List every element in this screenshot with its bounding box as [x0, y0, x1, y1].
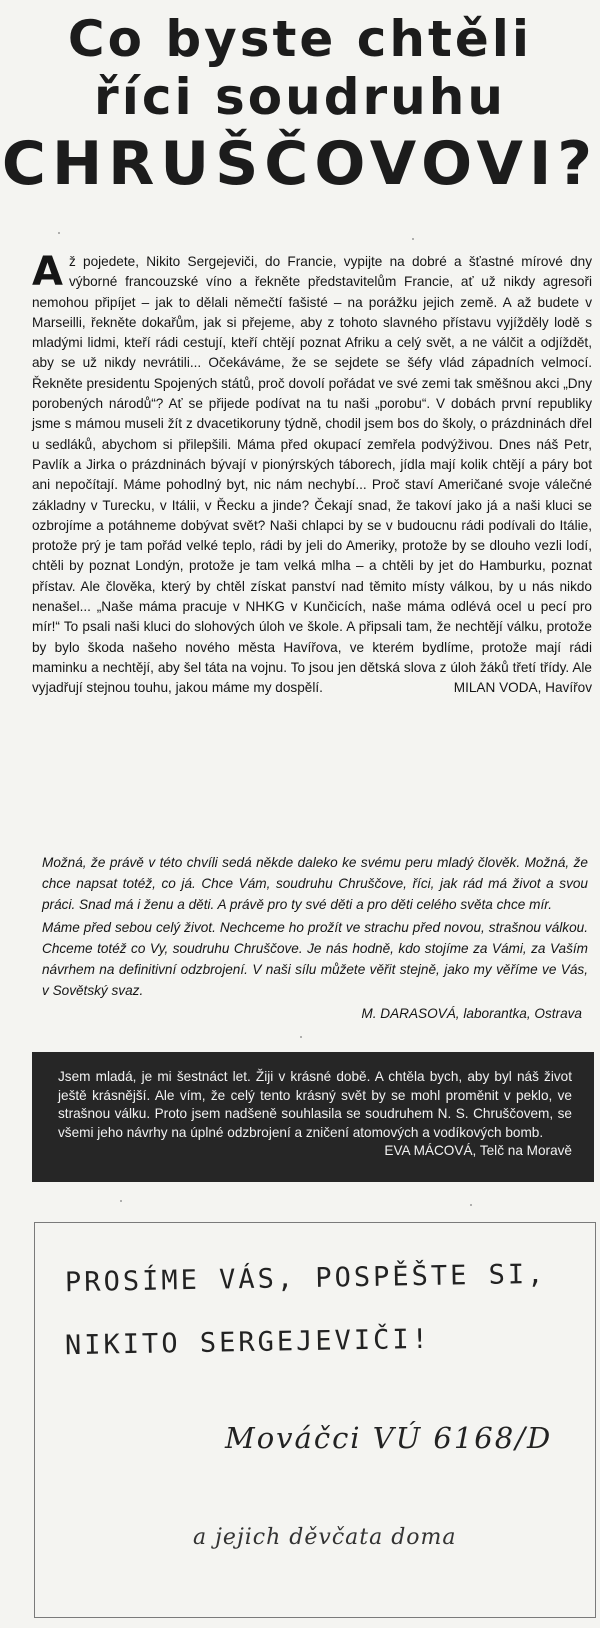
letter-signature: MILAN VODA, Havířov — [453, 680, 592, 696]
letter-body: ž pojedete, Nikito Sergejeviči, do Francie, vypijte na dobré a šťastné mírové dny výborné francouzské víno a řekněte představitelům Francie, ať už nikdy agresoři nemohou připíjet – jak to dělali němečtí fašisté – na porážku jejich země. A až budete v Marseilli, řekněte dokařům, jak si přejeme, aby z tohoto slavného přístavu vyjížděly lodě s mladými lidmi, kteří rádi cestují, kteří chtějí poznat Afriku a celý svět, a ne válčit a odjíždět, aby se už nikdy nevrátili... Očekáváme, že se sejdete se šéfy vlád západních velmocí. Řekněte presidentu Spojených států, proč dovolí pořádat ve své zemi tak směšnou akci „Dny porobených národů“? Ať se přijede podívat na tu naši „porobu“. V dobách první republiky jsme s mámou museli žít z dvacetikoruny týdně, chodil jsem bos do školy, o prázdninách dřel u sedláků, abychom si přilepšili. Máma před okupací zemřela podvýživou. Dnes náš Petr, Pavlík a Jirka o prázdninách bývají v pionýrských táborech, jídla mají kolik chtějí a páry bot ani nepočítají. Máme pohodlný byt, nic nám nechybí... Proč staví Američané svoje válečné základny v Turecku, v Itálii, v Řecku a jinde? Čekají snad, že takoví jako já a naši kluci se ozbrojíme a potáhneme dobývat svět? Naši chlapci by se v budoucnu rádi podívali do Itálie, protože prý je tam pořád velké teplo, rádi by jeli do Ameriky, protože by se dlouho vezli lodí, chtěli by poznat Londýn, protože je tam velká mlha – a chtěli by jet do Hamburku, poznat přístav. Ale člověka, který by chtěl získat panství nad těmito místy válkou, by u nás nikdo nenašel... „Naše máma pracuje v NHKG v Kunčicích, naše máma odlévá ocel u pecí pro mír!“ To psali naši kluci do slohových úloh ve škole. A připsali tam, že nechtějí válku, protože by bylo škoda našeho nového města Havířova, ve kterém bydlíme, protože mají rádi maminku a nechtějí, aby šel táta na vojnu. To jsou jen dětská slova z úloh žáků třetí třídy. Ale vyjadřují stejnou touhu, jakou máme my dospělí. — [32, 254, 592, 696]
letter-paragraph: Možná, že právě v této chvíli sedá někde daleko ke svému peru mladý člověk. Možná, že chce napsat totéž, co já. Chce Vám, soudruhu Chruščove, říci, jak rád má život a svou práci. Snad má i ženu a děti. A právě pro ty své děti a pro děti celého světa chce mír. — [42, 855, 588, 912]
letter-paragraph: Máme před sebou celý život. Nechceme ho prožít ve strachu před novou, strašnou válkou. Chceme totéž co Vy, soudruhu Chruščove. Je nás hodně, kdo stojíme za Vámi, za Vaším návrhem na definitivní odzbrojení. V naši sílu můžete věřit stejně, jako my věříme ve Vás, v Sovětský svaz. — [42, 920, 588, 998]
handwritten-sender: Mováčci VÚ 6168/D — [225, 1421, 553, 1455]
letter-eva-macova — [58, 1068, 572, 1161]
letter-body: Jsem mladá, je mi šestnáct let. Žiji v krásné době. A chtěla bych, aby byl náš život ještě krásnější. Ale vím, že celý tento krásný svět by se mohl proměnit v peklo, ve strašnou válku. Proto jsem nadšeně souhlasila se soudruhem N. S. Chruščovem, se všemi jeho návrhy na úplné odzbrojení a zničení atomových a vodíkových bomb. — [58, 1069, 572, 1140]
headline — [0, 10, 600, 202]
print-speck — [58, 232, 60, 234]
print-speck — [470, 1204, 472, 1206]
print-speck — [412, 238, 414, 240]
headline-line-3: CHRUŠČOVOVI? — [1, 129, 599, 199]
print-speck — [120, 1200, 122, 1202]
letter-eva-macova-box — [32, 1052, 594, 1182]
handwritten-note: a jejich děvčata doma — [193, 1525, 457, 1550]
handwritten-line-2: NIKITO SERGEJEVIČI! — [64, 1323, 432, 1362]
letter-signature: EVA MÁCOVÁ, Telč na Moravě — [384, 1143, 572, 1159]
headline-line-1: Co byste chtěli — [67, 10, 533, 68]
letter-m-darasova — [42, 852, 588, 1024]
letter-milan-voda — [32, 249, 592, 699]
handwritten-line-1: PROSÍME VÁS, POSPĚŠTE SI, — [64, 1258, 547, 1299]
print-speck — [300, 1036, 302, 1038]
headline-line-2: říci soudruhu — [94, 68, 506, 126]
drop-cap: A — [32, 249, 63, 295]
handwritten-message-box — [34, 1222, 596, 1618]
letter-signature: M. DARASOVÁ, laborantka, Ostrava — [361, 1006, 582, 1021]
